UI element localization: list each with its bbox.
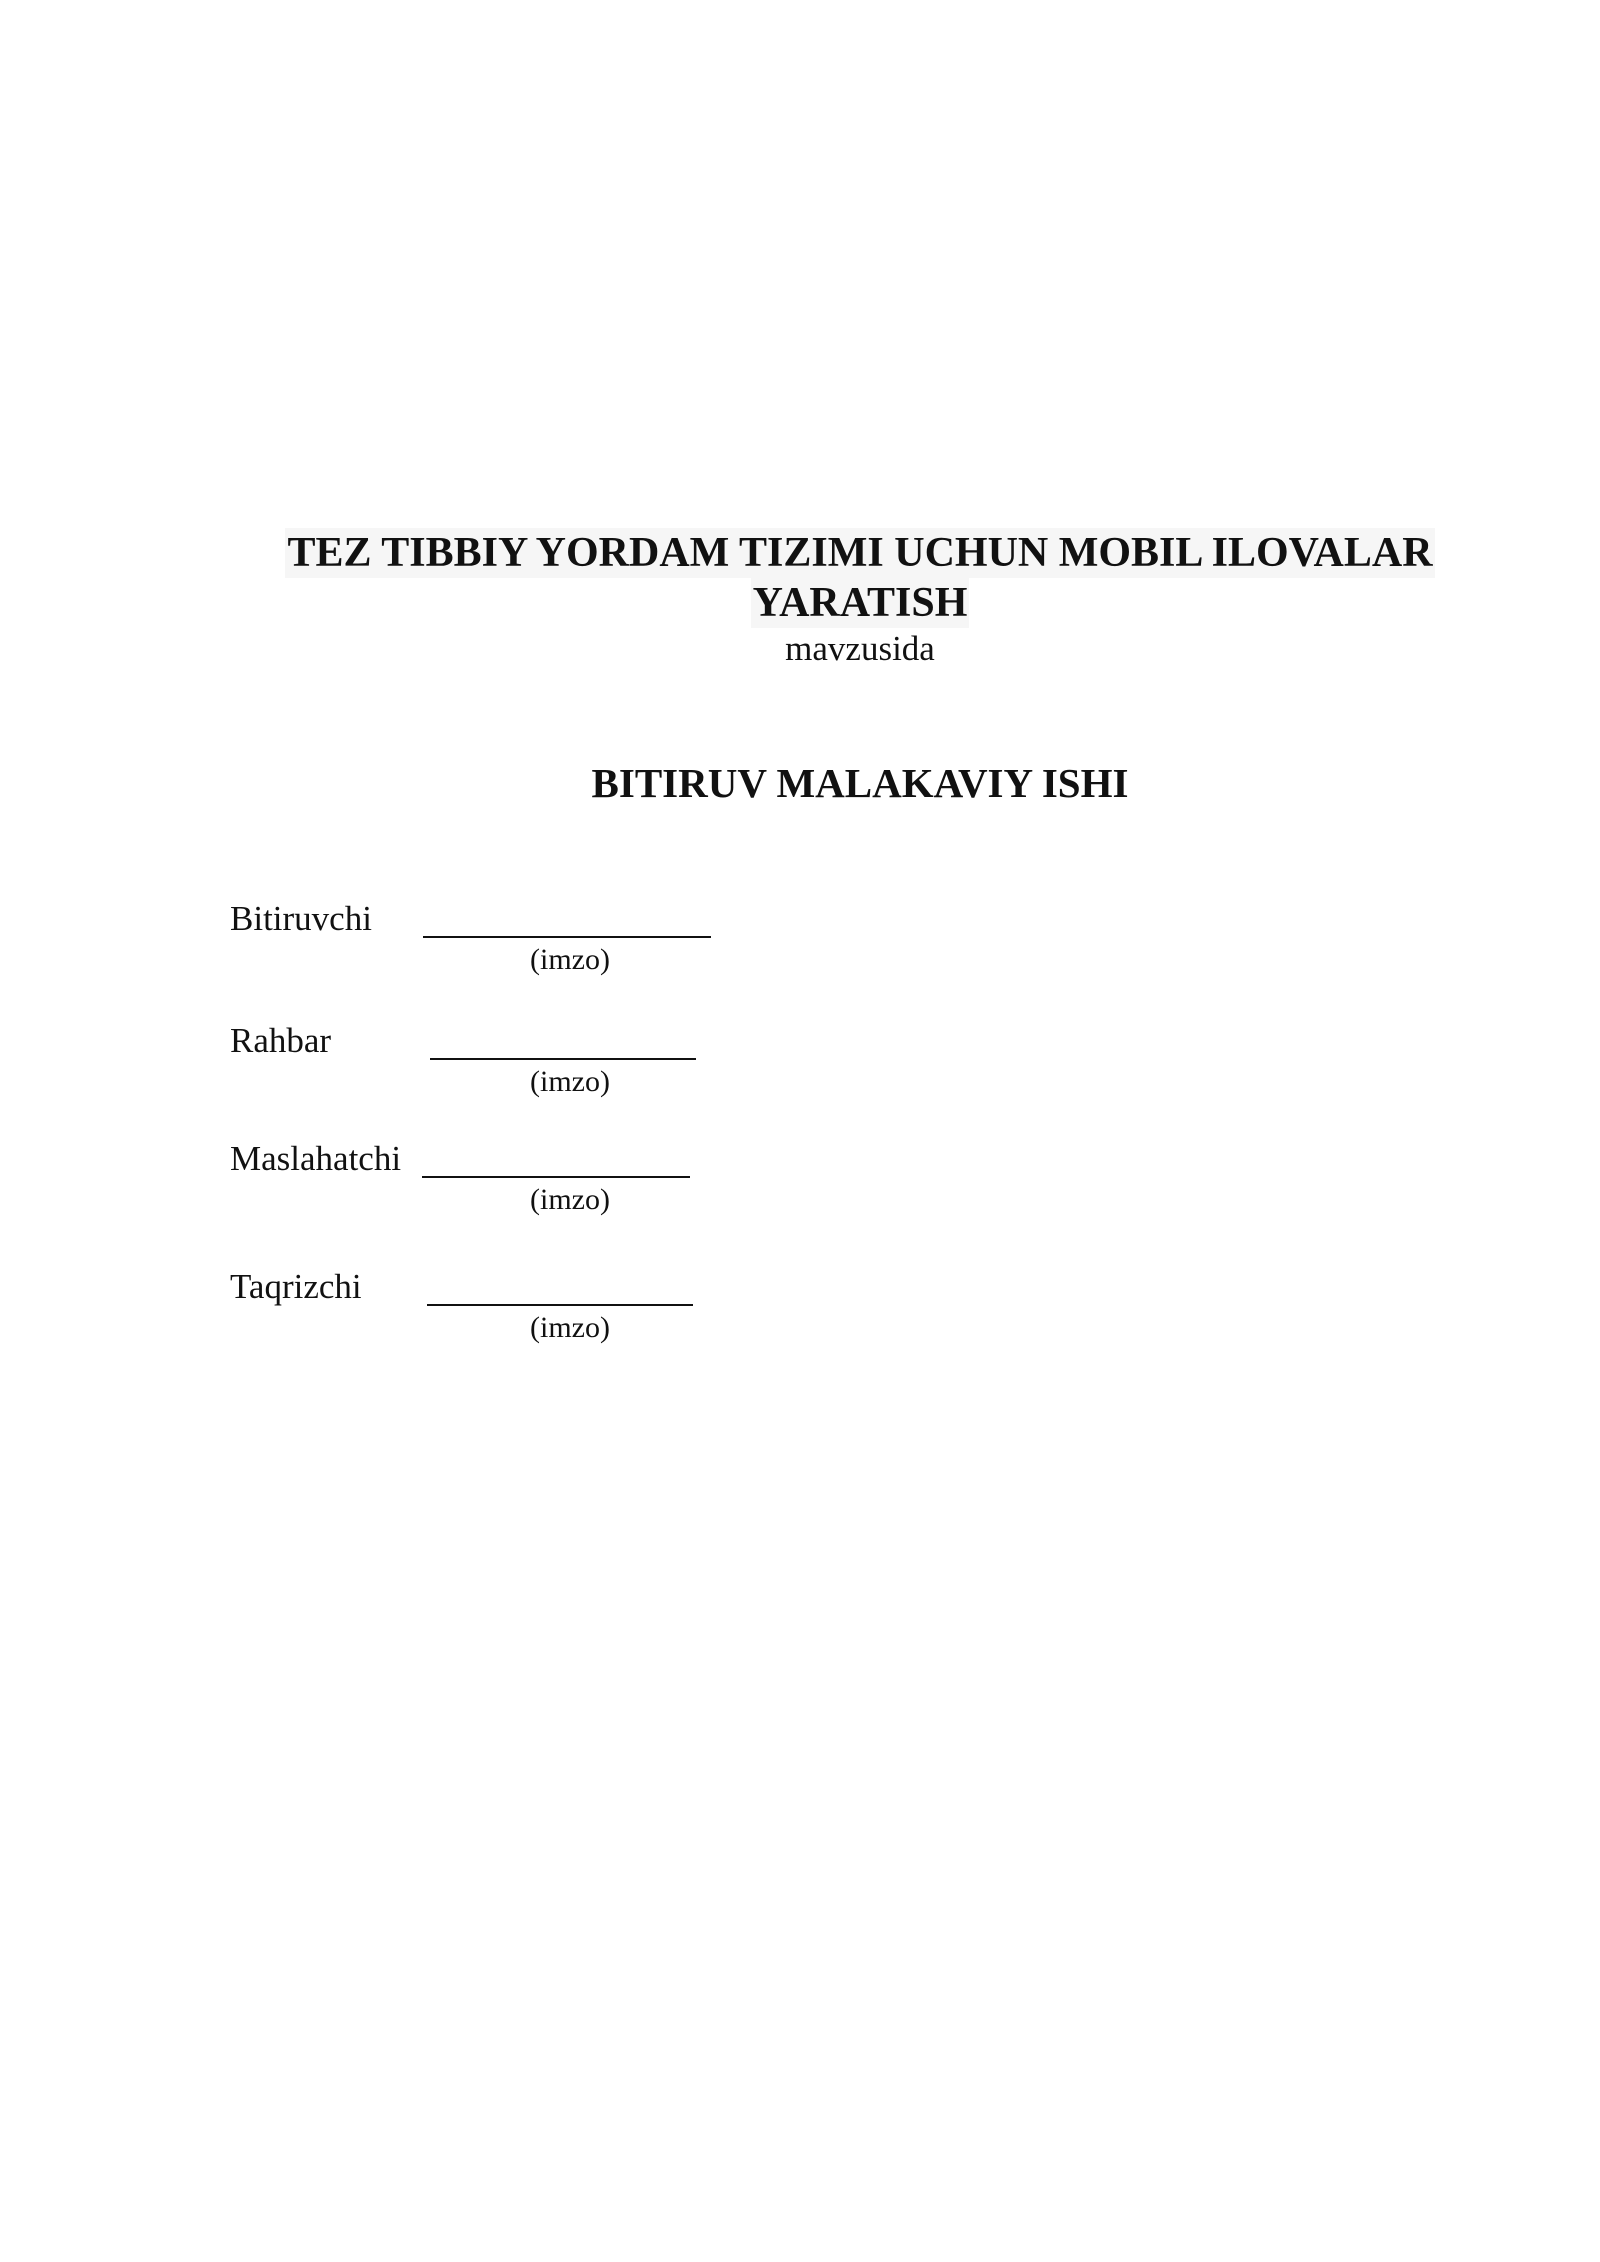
- signature-line: [427, 1304, 693, 1306]
- signature-label: Bitiruvchi: [230, 899, 372, 938]
- signature-label: Maslahatchi: [230, 1139, 402, 1178]
- signature-label: Rahbar: [230, 1021, 332, 1060]
- signature-hint: (imzo): [530, 1311, 610, 1344]
- signature-hint: (imzo): [530, 1065, 610, 1098]
- signature-hint: (imzo): [530, 943, 610, 976]
- work-type-heading: BITIRUV MALAKAVIY ISHI: [591, 760, 1129, 806]
- signature-row-bitiruvchi: [230, 898, 830, 998]
- signature-row-rahbar: [230, 1020, 830, 1120]
- title-block: [230, 528, 1490, 670]
- signature-row-maslahatchi: [230, 1138, 830, 1238]
- signature-label: Taqrizchi: [230, 1267, 362, 1306]
- document-title-line-1: TEZ TIBBIY YORDAM TIZIMI UCHUN MOBIL ILOVALAR: [287, 530, 1433, 576]
- signature-line: [423, 936, 711, 938]
- signature-line: [430, 1058, 696, 1060]
- document-subtitle: mavzusida: [785, 629, 935, 668]
- document-title-line-2: YARATISH: [752, 580, 968, 626]
- signature-line: [422, 1176, 690, 1178]
- signature-row-taqrizchi: [230, 1266, 830, 1366]
- signature-hint: (imzo): [530, 1183, 610, 1216]
